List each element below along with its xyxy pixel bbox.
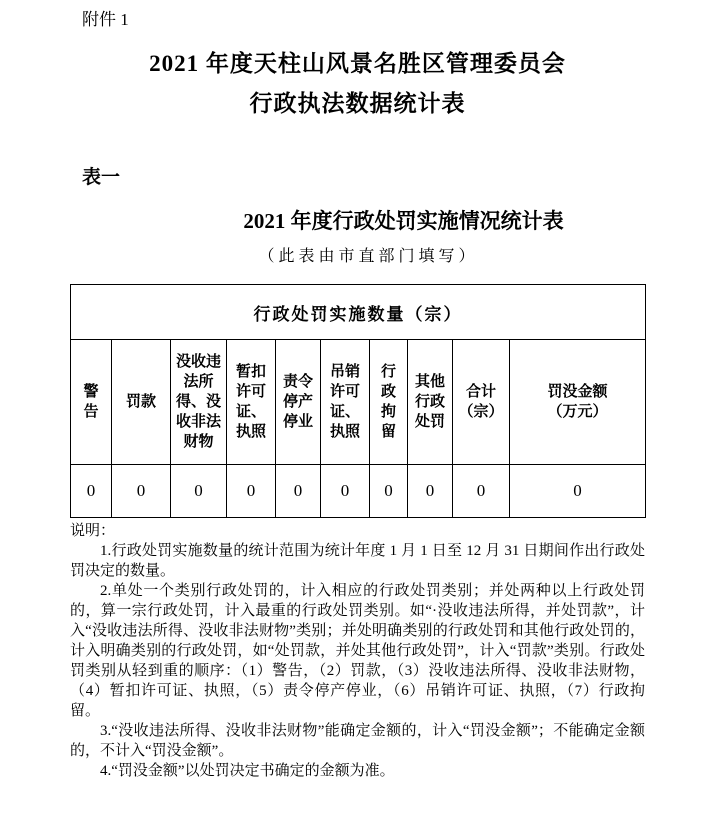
value-total: 0 xyxy=(453,465,510,518)
value-fine-amount: 0 xyxy=(510,465,646,518)
column-header-license-revocation: 吊销许可证、执照 xyxy=(321,340,370,465)
value-row xyxy=(71,465,646,518)
value-license-suspension: 0 xyxy=(227,465,276,518)
notes-section xyxy=(70,521,645,781)
column-header-fine: 罚款 xyxy=(112,340,171,465)
value-detention: 0 xyxy=(370,465,408,518)
table-one-note: （此表由市直部门填写） xyxy=(258,248,479,265)
notes-heading: 说明： xyxy=(70,523,116,539)
note-item-1: 1.行政处罚实施数量的统计范围为统计年度 1 月 1 日至 12 月 31 日期间作出行政处罚决定的数量。 xyxy=(70,543,645,579)
document-title-line2: 行政执法数据统计表 xyxy=(249,91,466,116)
column-header-detention: 行政拘留 xyxy=(370,340,408,465)
column-header-confiscation: 没收违法所得、没收非法财物 xyxy=(171,340,227,465)
value-production-halt: 0 xyxy=(276,465,321,518)
table-header-row xyxy=(71,285,646,340)
table-one-title: 2021 年度行政处罚实施情况统计表 xyxy=(243,209,564,233)
value-license-revocation: 0 xyxy=(321,465,370,518)
column-header-fine-amount: 罚没金额（万元） xyxy=(510,340,646,465)
note-item-2: 2.单处一个类别行政处罚的，计入相应的行政处罚类别；并处两种以上行政处罚的，算一宗行政处罚，计入最重的行政处罚类别。如“·没收违法所得，并处罚款”，计入“没收违法所得、没收非法财物”类别；并处明确类别的行政处罚和其他行政处罚的，计入明确类别的行政处罚，如“处罚款，并处其他行政处罚”，计入“罚款”类别。行政处罚类别从轻到重的顺序：（1）警告，（2）罚款，（3）没收违法所得、没收非法财物，（4）暂扣许可证、执照，（5）责令停产停业，（6）吊销许可证、执照，（7）行政拘留。 xyxy=(70,583,645,719)
value-warning: 0 xyxy=(71,465,112,518)
penalty-statistics-table xyxy=(70,284,646,518)
column-header-other-penalty: 其他行政处罚 xyxy=(408,340,453,465)
value-confiscation: 0 xyxy=(171,465,227,518)
note-item-4: 4.“罚没金额”以处罚决定书确定的金额为准。 xyxy=(100,763,395,779)
note-item-3: 3.“没收违法所得、没收非法财物”能确定金额的，计入“罚没金额”；不能确定金额的，不计入“罚没金额”。 xyxy=(70,723,645,759)
column-header-warning: 警告 xyxy=(71,340,112,465)
document-title-line1: 2021 年度天柱山风景名胜区管理委员会 xyxy=(149,51,566,76)
value-other-penalty: 0 xyxy=(408,465,453,518)
value-fine: 0 xyxy=(112,465,171,518)
column-header-total: 合计（宗） xyxy=(453,340,510,465)
table-main-header: 行政处罚实施数量（宗） xyxy=(71,285,646,340)
column-header-license-suspension: 暂扣许可证、执照 xyxy=(227,340,276,465)
column-header-row xyxy=(71,340,646,465)
table-one-label: 表一 xyxy=(82,167,121,188)
column-header-production-halt: 责令停产停业 xyxy=(276,340,321,465)
attachment-label: 附件 1 xyxy=(82,10,129,29)
